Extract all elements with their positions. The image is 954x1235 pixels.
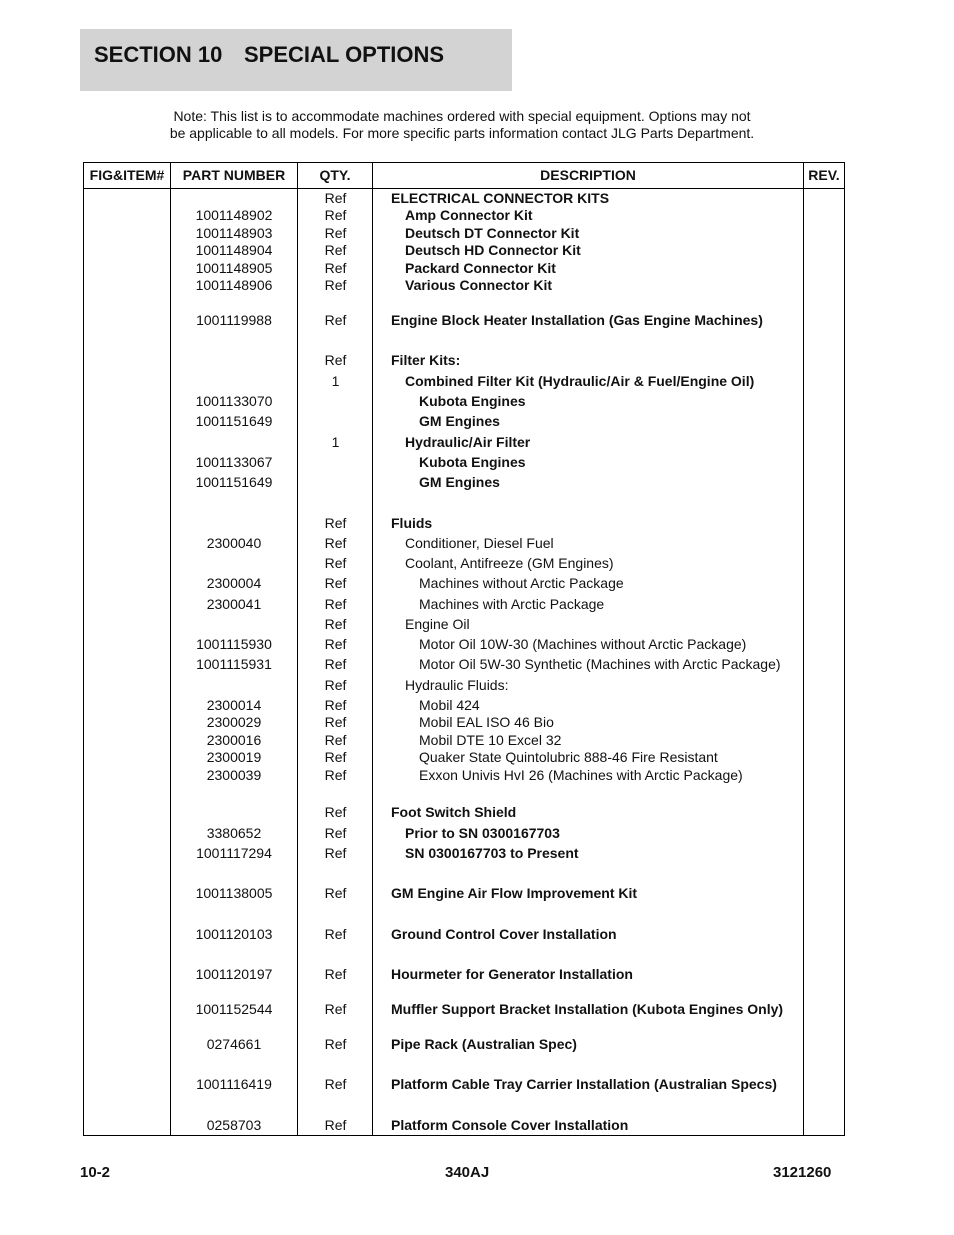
- part-number-cell: 0258703: [206, 1117, 262, 1133]
- table-row: [84, 412, 844, 430]
- qty-cell: Ref: [324, 616, 347, 632]
- description-cell: Combined Filter Kit (Hydraulic/Air & Fuel/Engine Oil): [405, 373, 755, 389]
- qty-cell: Ref: [324, 926, 347, 942]
- description-cell: GM Engines: [419, 474, 500, 490]
- part-number-cell: 2300004: [206, 575, 262, 591]
- table-row: [84, 206, 844, 224]
- qty-cell: Ref: [324, 575, 347, 591]
- part-number-cell: 1001133067: [195, 454, 273, 470]
- qty-cell: Ref: [324, 656, 347, 672]
- table-row: [84, 514, 844, 532]
- qty-cell: Ref: [324, 1076, 347, 1092]
- table-row: [84, 311, 844, 329]
- part-number-cell: 2300014: [206, 697, 262, 713]
- table-row: [84, 748, 844, 766]
- header-fig-item: FIG&ITEM#: [89, 167, 165, 183]
- part-number-cell: 1001152544: [195, 1001, 273, 1017]
- table-row: [84, 731, 844, 749]
- qty-cell: Ref: [324, 966, 347, 982]
- table-row: [84, 276, 844, 294]
- description-cell: Foot Switch Shield: [391, 804, 517, 820]
- table-row: [84, 696, 844, 714]
- description-cell: Machines with Arctic Package: [419, 596, 605, 612]
- qty-cell: Ref: [324, 636, 347, 652]
- description-cell: Amp Connector Kit: [405, 207, 533, 223]
- description-cell: Hourmeter for Generator Installation: [391, 966, 633, 982]
- table-row: [84, 803, 844, 821]
- part-number-cell: 1001117294: [196, 845, 272, 861]
- description-cell: Platform Console Cover Installation: [391, 1117, 629, 1133]
- description-cell: Various Connector Kit: [405, 277, 553, 293]
- model-name: 340AJ: [445, 1164, 490, 1181]
- description-cell: ELECTRICAL CONNECTOR KITS: [391, 190, 610, 206]
- table-row: [84, 1000, 844, 1018]
- part-number-cell: 2300040: [206, 535, 262, 551]
- part-number-cell: 1001115930: [196, 636, 272, 652]
- part-number-cell: 1001133070: [195, 393, 273, 409]
- table-row: [84, 351, 844, 369]
- description-cell: Prior to SN 0300167703: [405, 825, 560, 841]
- qty-cell: Ref: [324, 535, 347, 551]
- table-row: [84, 189, 844, 207]
- description-cell: Conditioner, Diesel Fuel: [405, 535, 554, 551]
- table-row: [84, 1116, 844, 1134]
- part-number-cell: 1001120197: [195, 966, 273, 982]
- table-row: [84, 241, 844, 259]
- qty-cell: Ref: [324, 242, 347, 258]
- description-cell: Engine Block Heater Installation (Gas Engine Machines): [391, 312, 763, 328]
- description-cell: GM Engine Air Flow Improvement Kit: [391, 885, 638, 901]
- part-number-cell: 1001138005: [195, 885, 273, 901]
- description-cell: Hydraulic Fluids:: [405, 677, 509, 693]
- description-cell: Platform Cable Tray Carrier Installation (Australian Specs): [391, 1076, 777, 1092]
- part-number-cell: 1001115931: [196, 656, 272, 672]
- part-number-cell: 1001148906: [195, 277, 273, 293]
- page-number: 10-2: [80, 1164, 111, 1181]
- header-part-number: PART NUMBER: [182, 167, 286, 183]
- part-number-cell: 1001120103: [195, 926, 273, 942]
- part-number-cell: 1001151649: [195, 474, 273, 490]
- part-number-cell: 3380652: [206, 825, 262, 841]
- qty-cell: Ref: [324, 515, 347, 531]
- qty-cell: Ref: [324, 260, 347, 276]
- section-header: [80, 29, 512, 91]
- parts-table: [83, 162, 845, 1136]
- part-number-cell: 1001148905: [195, 260, 273, 276]
- table-row: [84, 224, 844, 242]
- qty-cell: Ref: [324, 190, 347, 206]
- part-number-cell: 2300041: [206, 596, 262, 612]
- description-cell: GM Engines: [419, 413, 500, 429]
- qty-cell: Ref: [324, 845, 347, 861]
- header-qty: QTY.: [319, 167, 351, 183]
- part-number-cell: 1001151649: [195, 413, 273, 429]
- qty-cell: 1: [331, 373, 340, 389]
- qty-cell: Ref: [324, 312, 347, 328]
- description-cell: Pipe Rack (Australian Spec): [391, 1036, 577, 1052]
- table-row: [84, 615, 844, 633]
- table-row: [84, 713, 844, 731]
- section-title: SPECIAL OPTIONS: [244, 42, 445, 67]
- table-row: [84, 259, 844, 277]
- description-cell: Mobil 424: [419, 697, 480, 713]
- table-row: [84, 392, 844, 410]
- description-cell: Motor Oil 10W-30 (Machines without Arctic Package): [419, 636, 747, 652]
- section-number: SECTION 10: [94, 42, 223, 67]
- qty-cell: Ref: [324, 732, 347, 748]
- table-row: [84, 473, 844, 491]
- part-number-cell: 0274661: [206, 1036, 262, 1052]
- description-cell: Engine Oil: [405, 616, 470, 632]
- description-cell: SN 0300167703 to Present: [405, 845, 579, 861]
- table-row: [84, 554, 844, 572]
- description-cell: Hydraulic/Air Filter: [405, 434, 531, 450]
- description-cell: Muffler Support Bracket Installation (Kubota Engines Only): [391, 1001, 784, 1017]
- table-row: [84, 676, 844, 694]
- table-row: [84, 453, 844, 471]
- table-row: [84, 574, 844, 592]
- part-number-cell: 1001148904: [195, 242, 273, 258]
- description-cell: Exxon Univis HvI 26 (Machines with Arctic Package): [419, 767, 743, 783]
- qty-cell: Ref: [324, 555, 347, 571]
- header-rev: REV.: [808, 167, 840, 183]
- qty-cell: Ref: [324, 767, 347, 783]
- qty-cell: Ref: [324, 596, 347, 612]
- table-row: [84, 925, 844, 943]
- part-number-cell: 1001148903: [195, 225, 273, 241]
- table-row: [84, 965, 844, 983]
- table-row: [84, 372, 844, 390]
- qty-cell: Ref: [324, 749, 347, 765]
- note-line-1: Note: This list is to accommodate machines ordered with special equipment. Options may not: [173, 108, 751, 124]
- description-cell: Mobil DTE 10 Excel 32: [419, 732, 562, 748]
- part-number-cell: 2300039: [206, 767, 262, 783]
- table-row: [84, 635, 844, 653]
- table-row: [84, 844, 844, 862]
- table-row: [84, 1075, 844, 1093]
- qty-cell: Ref: [324, 352, 347, 368]
- qty-cell: Ref: [324, 825, 347, 841]
- qty-cell: Ref: [324, 885, 347, 901]
- description-cell: Kubota Engines: [419, 454, 526, 470]
- description-cell: Machines without Arctic Package: [419, 575, 624, 591]
- qty-cell: 1: [331, 434, 340, 450]
- document-number: 3121260: [773, 1164, 832, 1181]
- part-number-cell: 2300019: [206, 749, 262, 765]
- description-cell: Motor Oil 5W-30 Synthetic (Machines with Arctic Package): [419, 656, 781, 672]
- description-cell: Packard Connector Kit: [405, 260, 556, 276]
- description-cell: Quaker State Quintolubric 888-46 Fire Resistant: [419, 749, 718, 765]
- note-line-2: be applicable to all models. For more specific parts information contact JLG Parts Department.: [169, 125, 755, 141]
- qty-cell: Ref: [324, 714, 347, 730]
- table-row: [84, 655, 844, 673]
- table-row: [84, 433, 844, 451]
- part-number-cell: 1001116419: [196, 1076, 272, 1092]
- qty-cell: Ref: [324, 697, 347, 713]
- table-row: [84, 884, 844, 902]
- table-row: [84, 766, 844, 784]
- part-number-cell: 1001119988: [196, 312, 272, 328]
- description-cell: Kubota Engines: [419, 393, 526, 409]
- part-number-cell: 2300016: [206, 732, 262, 748]
- header-description: DESCRIPTION: [540, 167, 636, 183]
- qty-cell: Ref: [324, 207, 347, 223]
- description-cell: Ground Control Cover Installation: [391, 926, 617, 942]
- table-row: [84, 534, 844, 552]
- qty-cell: Ref: [324, 1117, 347, 1133]
- qty-cell: Ref: [324, 225, 347, 241]
- qty-cell: Ref: [324, 1001, 347, 1017]
- qty-cell: Ref: [324, 677, 347, 693]
- qty-cell: Ref: [324, 277, 347, 293]
- description-cell: Deutsch HD Connector Kit: [405, 242, 581, 258]
- table-row: [84, 824, 844, 842]
- table-row: [84, 1035, 844, 1053]
- note-text: [110, 108, 814, 142]
- description-cell: Mobil EAL ISO 46 Bio: [419, 714, 554, 730]
- description-cell: Filter Kits:: [391, 352, 461, 368]
- description-cell: Deutsch DT Connector Kit: [405, 225, 580, 241]
- qty-cell: Ref: [324, 804, 347, 820]
- description-cell: Coolant, Antifreeze (GM Engines): [405, 555, 614, 571]
- table-row: [84, 595, 844, 613]
- qty-cell: Ref: [324, 1036, 347, 1052]
- description-cell: Fluids: [391, 515, 433, 531]
- part-number-cell: 1001148902: [195, 207, 273, 223]
- part-number-cell: 2300029: [206, 714, 262, 730]
